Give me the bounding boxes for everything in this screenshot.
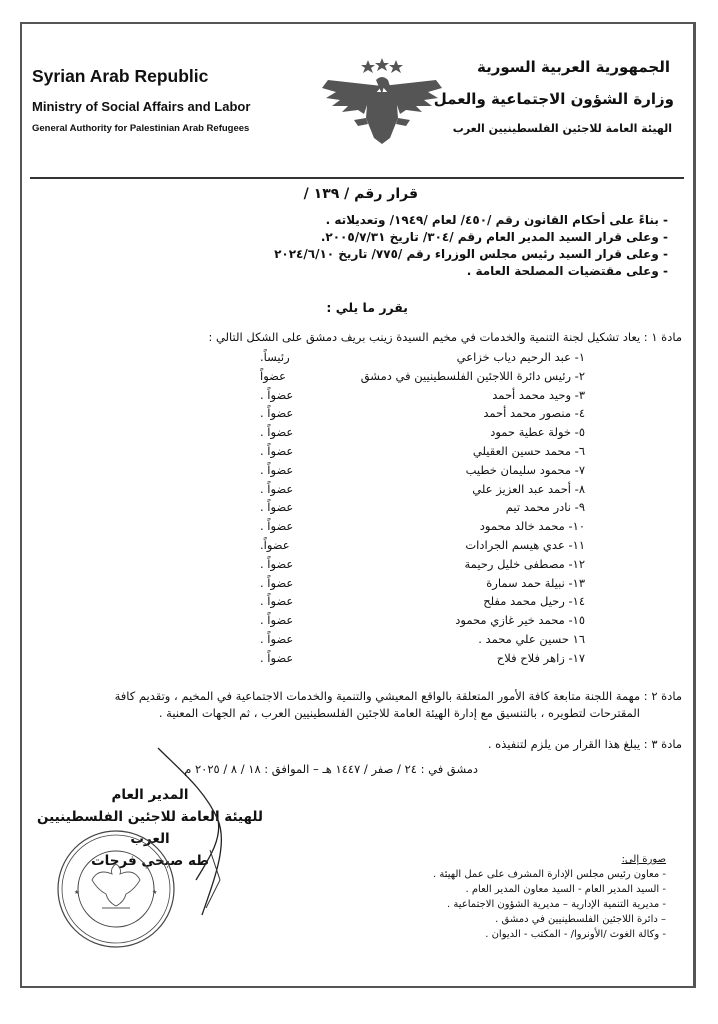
member-row <box>260 538 585 557</box>
letterhead-en-authority: General Authority for Palestinian Arab Refugees <box>32 123 250 134</box>
member-name: ٦- محمد حسين العقيلي <box>472 443 585 458</box>
svg-text:★: ★ <box>152 889 158 896</box>
member-role: عضواً . <box>260 406 294 421</box>
member-name: ٥- خولة عطية حمود <box>490 425 585 440</box>
letterhead-ar-country: الجمهورية العربية السورية <box>477 58 670 76</box>
member-name: ١٢- مصطفى خليل رحيمة <box>464 556 585 571</box>
article-2-line-1: مادة ٢ : مهمة اللجنة متابعة كافة الأمور المتعلقة بالواقع المعيشي والتنمية والخدمات الاجتماعية في المخيم ، وتقديم كافة <box>114 689 682 703</box>
member-name: ٢- رئيس دائرة اللاجئين الفلسطينيين في دمشق <box>360 368 585 383</box>
member-role: عضواً . <box>260 631 294 646</box>
member-name: ١- عبد الرحيم دياب خزاعي <box>456 350 585 364</box>
member-row <box>260 444 585 463</box>
copies-item: - وكالة الغوث /الأونروا/ - المكتب - الديوان . <box>485 929 666 940</box>
copies-heading: صورة إلى: <box>621 854 666 865</box>
preamble-item: - وعلى قرار السيد المدير العام رقم /٣٠٤/ تاريخ ٢٠٠٥/٧/٣١. <box>320 230 668 244</box>
official-stamp <box>52 828 180 950</box>
member-name: ١٠- محمد خالد محمود <box>479 519 585 534</box>
member-name: ١٣- نبيلة حمد سمارة <box>486 575 585 590</box>
copies-item: - معاون رئيس مجلس الإدارة المشرف على عمل الهيئة . <box>432 869 666 880</box>
member-row <box>260 557 585 576</box>
members-list <box>260 350 585 670</box>
eagle-emblem-icon <box>318 52 446 152</box>
member-name: ٣- وحيد محمد أحمد <box>492 387 585 402</box>
article-2 <box>27 688 682 722</box>
member-row <box>260 594 585 613</box>
member-name: ١٧- زاهر فلاح فلاح <box>496 650 585 665</box>
decides-heading: يقرر ما يلي : <box>326 300 408 315</box>
decision-title: قرار رقم / ١٣٩ / <box>303 186 418 202</box>
member-row <box>260 613 585 632</box>
preamble-item: - وعلى قرار السيد رئيس مجلس الوزراء رقم /٧٧٥/ تاريخ ٢٠٢٤/٦/١٠ <box>274 247 668 261</box>
member-row <box>260 425 585 444</box>
member-row <box>260 369 585 388</box>
member-row <box>260 651 585 670</box>
member-name: ١٤- رحيل محمد مفلح <box>483 594 585 609</box>
header-divider <box>30 177 684 179</box>
member-row <box>260 350 585 369</box>
copies-item: - مديرية التنمية الإدارية – مديرية الشؤون الاجتماعية . <box>447 899 666 910</box>
member-role: عضواً . <box>260 650 294 665</box>
member-role: عضواً . <box>260 556 294 571</box>
preamble-item: - وعلى مقتضيات المصلحة العامة . <box>466 264 668 278</box>
member-row <box>260 500 585 519</box>
member-role: عضواً . <box>260 613 294 628</box>
member-role: عضواً . <box>260 575 294 590</box>
member-name: ٤- منصور محمد أحمد <box>483 406 585 421</box>
signatory-authority: للهيئة العامة للاجئين الفلسطينيين العرب <box>37 809 263 847</box>
letterhead-ar-authority: الهيئة العامة للاجئين الفلسطينيين العرب <box>452 122 672 135</box>
member-role: عضواً . <box>260 425 294 440</box>
member-role: عضواً <box>260 368 286 383</box>
member-row <box>260 576 585 595</box>
letterhead-en-country: Syrian Arab Republic <box>32 66 209 86</box>
member-row <box>260 519 585 538</box>
member-role: رئيساً. <box>260 350 290 364</box>
member-role: عضواً. <box>260 537 290 552</box>
svg-text:★: ★ <box>74 889 80 896</box>
member-role: عضواً . <box>260 387 294 402</box>
member-name: ١٦ حسين علي محمد . <box>478 631 585 646</box>
preamble-item: - بناءً على أحكام القانون رقم /٤٥٠/ لعام /١٩٤٩/ وتعديلاته . <box>325 213 668 227</box>
member-row <box>260 463 585 482</box>
member-role: عضواً . <box>260 481 294 496</box>
signatory-title: المدير العام <box>111 787 189 803</box>
member-role: عضواً . <box>260 594 294 609</box>
article-2-line-2: المقترحات لتطويره ، بالتنسيق مع إدارة الهيئة العامة للاجئين الفلسطينيين العرب ، ثم الجهات المعنية . <box>158 706 640 720</box>
member-row <box>260 482 585 501</box>
member-role: عضواً . <box>260 500 294 515</box>
copies-item: - السيد المدير العام - السيد معاون المدير العام . <box>465 884 666 895</box>
article-3: مادة ٣ : يبلغ هذا القرار من يلزم لتنفيذه . <box>487 737 682 751</box>
member-name: ١٥- محمد خير غازي محمود <box>455 613 585 628</box>
member-role: عضواً . <box>260 519 294 534</box>
issue-date: دمشق في : ٢٤ / صفر / ١٤٤٧ هـ – الموافق : ١٨ / ٨ / ٢٠٢٥ م <box>184 762 478 776</box>
member-name: ٨- أحمد عبد العزيز علي <box>472 481 585 496</box>
member-name: ٩- نادر محمد تيم <box>505 500 585 515</box>
copies-to <box>433 852 666 942</box>
letterhead-en-ministry: Ministry of Social Affairs and Labor <box>32 99 251 114</box>
member-row <box>260 388 585 407</box>
preamble-list <box>274 212 668 280</box>
copies-item: – دائرة اللاجئين الفلسطينيين في دمشق . <box>495 914 666 925</box>
letterhead-ar-ministry: وزارة الشؤون الاجتماعية والعمل <box>433 90 674 108</box>
member-name: ٧- محمود سليمان خطيب <box>465 462 585 477</box>
article-1: مادة ١ : يعاد تشكيل لجنة التنمية والخدمات في مخيم السيدة زينب بريف دمشق على الشكل التالي : <box>208 330 682 344</box>
signatory-name: طه صبحي فرحات <box>91 853 209 869</box>
member-role: عضواً . <box>260 443 294 458</box>
member-row <box>260 632 585 651</box>
member-role: عضواً . <box>260 462 294 477</box>
member-row <box>260 406 585 425</box>
member-name: ١١- عدي هيسم الجرادات <box>465 537 585 552</box>
